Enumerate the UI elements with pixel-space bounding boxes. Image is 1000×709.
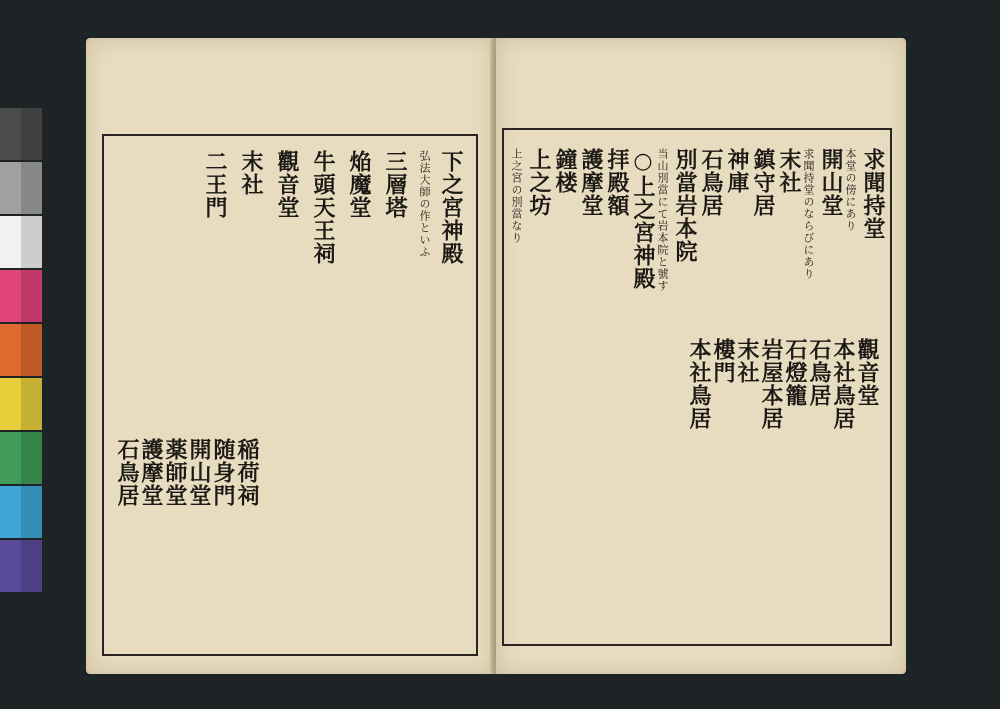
- right-page: [496, 38, 906, 674]
- text-column: 上之坊: [526, 148, 552, 217]
- text-column: 觀音堂: [274, 150, 300, 219]
- text-column: 求聞持堂: [860, 148, 886, 240]
- color-swatch: [21, 162, 42, 214]
- text-column: 鎮守居: [750, 148, 776, 217]
- text-column: 護摩堂: [578, 148, 604, 217]
- text-column: 末社: [238, 150, 264, 196]
- color-swatch: [21, 378, 42, 430]
- open-book: [86, 38, 906, 674]
- text-column: 求聞持堂のならびにあり: [802, 148, 815, 280]
- color-swatch: [0, 270, 21, 322]
- color-swatch: [0, 108, 21, 160]
- text-column: 当山別當にて岩本院と號す: [656, 148, 669, 292]
- text-column: 弘法大師の作といふ: [418, 150, 431, 258]
- text-column: 薬師堂: [162, 438, 188, 507]
- color-swatch: [21, 540, 42, 592]
- color-swatch: [21, 216, 42, 268]
- text-column: 別當岩本院: [672, 148, 698, 263]
- text-column: 三層塔: [382, 150, 408, 219]
- text-column: 石鳥居: [806, 338, 832, 407]
- text-column: 樓門: [710, 338, 736, 384]
- text-column: 本社鳥居: [830, 338, 856, 430]
- color-swatch: [21, 324, 42, 376]
- text-column: 末社: [734, 338, 760, 384]
- color-swatch: [21, 270, 42, 322]
- text-column: 開山堂: [818, 148, 844, 217]
- text-column: 牛頭天王祠: [310, 150, 336, 265]
- left-page: [86, 38, 494, 674]
- text-column: 拝殿額: [604, 148, 630, 217]
- text-column: 石燈籠: [782, 338, 808, 407]
- color-calibration-strip: [0, 108, 42, 596]
- text-column: 岩屋本居: [758, 338, 784, 430]
- text-column: 本社鳥居: [686, 338, 712, 430]
- color-swatch: [0, 378, 21, 430]
- text-column: 神庫: [724, 148, 750, 194]
- text-column: 石鳥居: [698, 148, 724, 217]
- text-column: 觀音堂: [854, 338, 880, 407]
- text-column: ○上之宮神殿: [630, 148, 656, 290]
- text-column: 開山堂: [186, 438, 212, 507]
- text-column: 本堂の傍にあり: [844, 148, 857, 232]
- color-swatch: [0, 486, 21, 538]
- color-swatch: [0, 432, 21, 484]
- color-swatch: [0, 162, 21, 214]
- text-column: 二王門: [202, 150, 228, 219]
- text-column: 末社: [776, 148, 802, 194]
- text-column: 鐘楼: [552, 148, 578, 194]
- color-swatch: [21, 108, 42, 160]
- text-column: 稲荷祠: [234, 438, 260, 507]
- text-column: 護摩堂: [138, 438, 164, 507]
- color-swatch: [0, 324, 21, 376]
- text-column: 焔魔堂: [346, 150, 372, 219]
- text-column: 石鳥居: [114, 438, 140, 507]
- text-column: 随身門: [210, 438, 236, 507]
- color-swatch: [21, 486, 42, 538]
- color-swatch: [0, 540, 21, 592]
- text-column: 上之宮の別當なり: [510, 148, 523, 244]
- text-column: 下之宮神殿: [438, 150, 464, 265]
- color-swatch: [0, 216, 21, 268]
- color-swatch: [21, 432, 42, 484]
